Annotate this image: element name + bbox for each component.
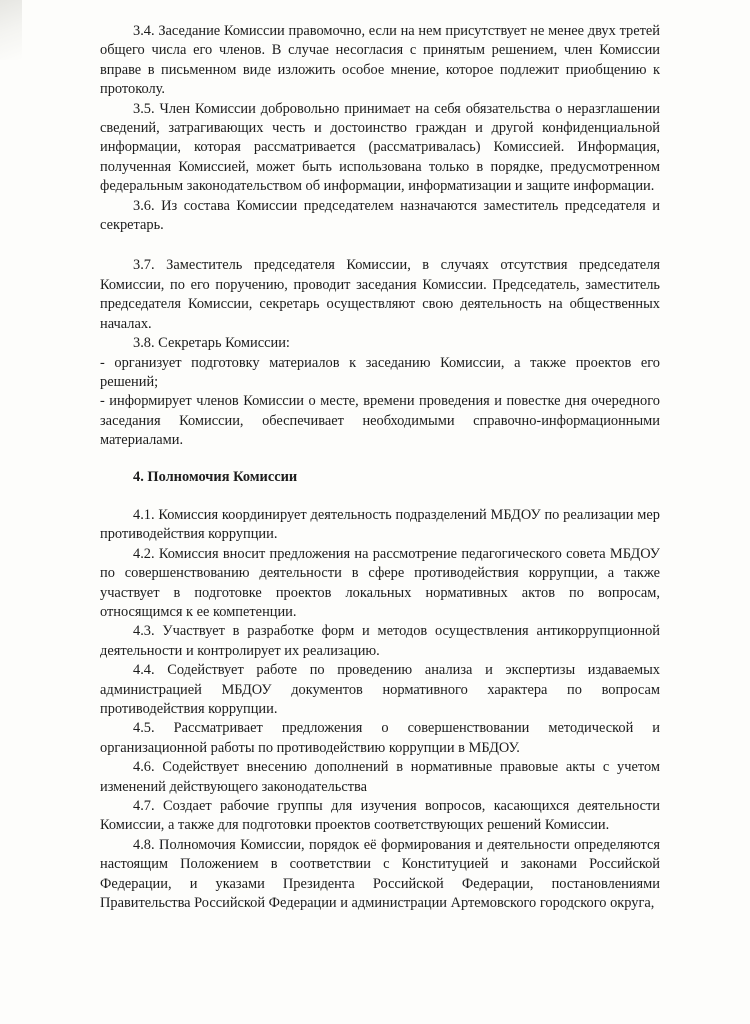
paragraph-4-2: 4.2. Комиссия вносит предложения на рассмотрение педагогического совета МБДОУ по совершенствованию деятельности в сфере противодействия коррупции, а также участвует в подготовке проектов локальных нормативных актов по вопросам, относящимся к ее компетенции. [100, 545, 660, 620]
blank-gap [100, 487, 660, 506]
secretary-duty-item: - информирует членов Комиссии о месте, времени проведения и повестке дня очередного заседания Комиссии, обеспечивает необходимыми справочно-информационными материалами. [100, 393, 660, 449]
scan-corner-shadow [0, 0, 22, 60]
paragraph-4-1: 4.1. Комиссия координирует деятельность подразделений МБДОУ по реализации мер противодействия коррупции. [100, 506, 660, 543]
paragraph-4-3: 4.3. Участвует в разработке форм и методов осуществления антикоррупционной деятельности и контролирует их реализацию. [100, 623, 660, 659]
paragraph-3-8: 3.8. Секретарь Комиссии: [133, 335, 290, 352]
secretary-duty-item: - организует подготовку материалов к заседанию Комиссии, а также проектов его решений; [100, 354, 660, 390]
paragraph-3-7: 3.7. Заместитель председателя Комиссии, в случаях отсутствия председателя Комиссии, по его поручению, проводит заседания Комиссии. Председатель, заместитель председателя Комиссии, секретарь осуществляют свою деятельность на общественных началах. [100, 257, 660, 332]
paragraph-4-8: 4.8. Полномочия Комиссии, порядок её формирования и деятельности определяются настоящим Положением в соответствии с Конституцией и законами Российской Федерации, и указами Президента Российской Федерации, постановлениями Правительства Российской Федерации и администрации Артемовского городского округа, [100, 836, 660, 912]
paragraph-4-4: 4.4. Содействует работе по проведению анализа и экспертизы издаваемых администрацией МБДОУ документов нормативного характера по вопросам противодействия коррупции. [100, 662, 660, 717]
document-body [100, 22, 660, 913]
paragraph-3-6: 3.6. Из состава Комиссии председателем назначаются заместитель председателя и секретарь. [100, 197, 660, 234]
blank-gap [100, 451, 660, 468]
paragraph-4-7: 4.7. Создает рабочие группы для изучения вопросов, касающихся деятельности Комиссии, а также для подготовки проектов соответствующих решений Комиссии. [100, 798, 660, 834]
paragraph-4-5: 4.5. Рассматривает предложения о совершенствовании методической и организационной работы по противодействию коррупции в МБДОУ. [100, 720, 660, 756]
blank-gap [100, 235, 660, 256]
section-4-heading: 4. Полномочия Комиссии [133, 468, 298, 485]
paragraph-3-4: 3.4. Заседание Комиссии правомочно, если на нем присутствует не менее двух третей общего числа его членов. В случае несогласия с принятым решением, член Комиссии вправе в письменном виде изложить особое мнение, которое подлежит приобщению к протоколу. [100, 23, 660, 98]
paragraph-4-6: 4.6. Содействует внесению дополнений в нормативные правовые акты с учетом изменений действующего законодательства [100, 759, 660, 795]
paragraph-3-5: 3.5. Член Комиссии добровольно принимает на себя обязательства о неразглашении сведений, затрагивающих честь и достоинство граждан и другой конфиденциальной информации, которая рассматривается (рассматривалась) Комиссией. Информация, полученная Комиссией, может быть использована только в порядке, предусмотренном федеральным законодательством об информации, информатизации и защите информации. [100, 100, 660, 195]
